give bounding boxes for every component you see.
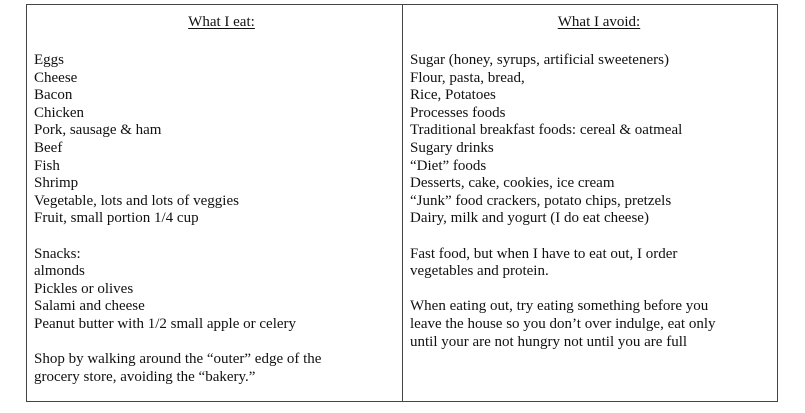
avoid-column xyxy=(403,5,777,401)
snack-item: almonds xyxy=(34,263,85,280)
fast-food-note-line: Fast food, but when I have to eat out, I order xyxy=(410,245,678,262)
spacer xyxy=(34,334,396,352)
spacer xyxy=(410,281,771,299)
snack-item: Salami and cheese xyxy=(34,298,145,315)
avoid-header: What I avoid: xyxy=(557,14,641,30)
eat-item: Fish xyxy=(34,157,60,174)
avoid-food-list xyxy=(410,52,771,228)
avoid-item: Rice, Potatoes xyxy=(410,87,496,104)
shop-note xyxy=(34,351,396,386)
avoid-item: Sugar (honey, syrups, artificial sweeteners) xyxy=(410,52,669,68)
avoid-item: Dairy, milk and yogurt (I do eat cheese) xyxy=(410,210,649,227)
eat-body xyxy=(34,52,396,386)
eat-item: Bacon xyxy=(34,87,73,104)
shop-note-line: grocery store, avoiding the “bakery.” xyxy=(34,368,256,385)
avoid-item: “Diet” foods xyxy=(410,157,487,174)
avoid-item: Processes foods xyxy=(410,104,506,121)
eat-item: Shrimp xyxy=(34,175,79,192)
avoid-item: Flour, pasta, bread, xyxy=(410,69,525,86)
eat-item: Fruit, small portion 1/4 cup xyxy=(34,210,199,227)
shop-note-line: Shop by walking around the “outer” edge of the xyxy=(34,351,322,368)
eat-item: Beef xyxy=(34,139,63,156)
spacer xyxy=(34,228,396,246)
eat-item: Cheese xyxy=(34,69,78,86)
snack-item: Peanut butter with 1/2 small apple or celery xyxy=(34,315,297,332)
food-table xyxy=(26,4,778,402)
fast-food-note xyxy=(410,246,771,281)
eating-out-note-line: until your are not hungry not until you are full xyxy=(410,333,688,350)
eat-column xyxy=(27,5,403,401)
fast-food-note-line: vegetables and protein. xyxy=(410,263,549,280)
avoid-item: “Junk” food crackers, potato chips, pretzels xyxy=(410,192,672,209)
snack-item: Pickles or olives xyxy=(34,280,134,297)
eating-out-note xyxy=(410,298,771,351)
eating-out-note-line: When eating out, try eating something before you xyxy=(410,298,709,315)
eat-item: Chicken xyxy=(34,104,84,121)
eat-header: What I eat: xyxy=(188,14,255,30)
avoid-item: Sugary drinks xyxy=(410,139,494,156)
avoid-item: Traditional breakfast foods: cereal & oatmeal xyxy=(410,122,683,139)
avoid-item: Desserts, cake, cookies, ice cream xyxy=(410,175,615,192)
eat-item: Eggs xyxy=(34,52,64,68)
eat-item: Vegetable, lots and lots of veggies xyxy=(34,192,239,209)
snacks-heading: Snacks: xyxy=(34,245,81,262)
snack-list xyxy=(34,246,396,334)
eating-out-note-line: leave the house so you don’t over indulge, eat only xyxy=(410,315,716,332)
eat-food-list xyxy=(34,52,396,228)
avoid-body xyxy=(410,52,771,351)
eat-item: Pork, sausage & ham xyxy=(34,122,162,139)
spacer xyxy=(410,228,771,246)
